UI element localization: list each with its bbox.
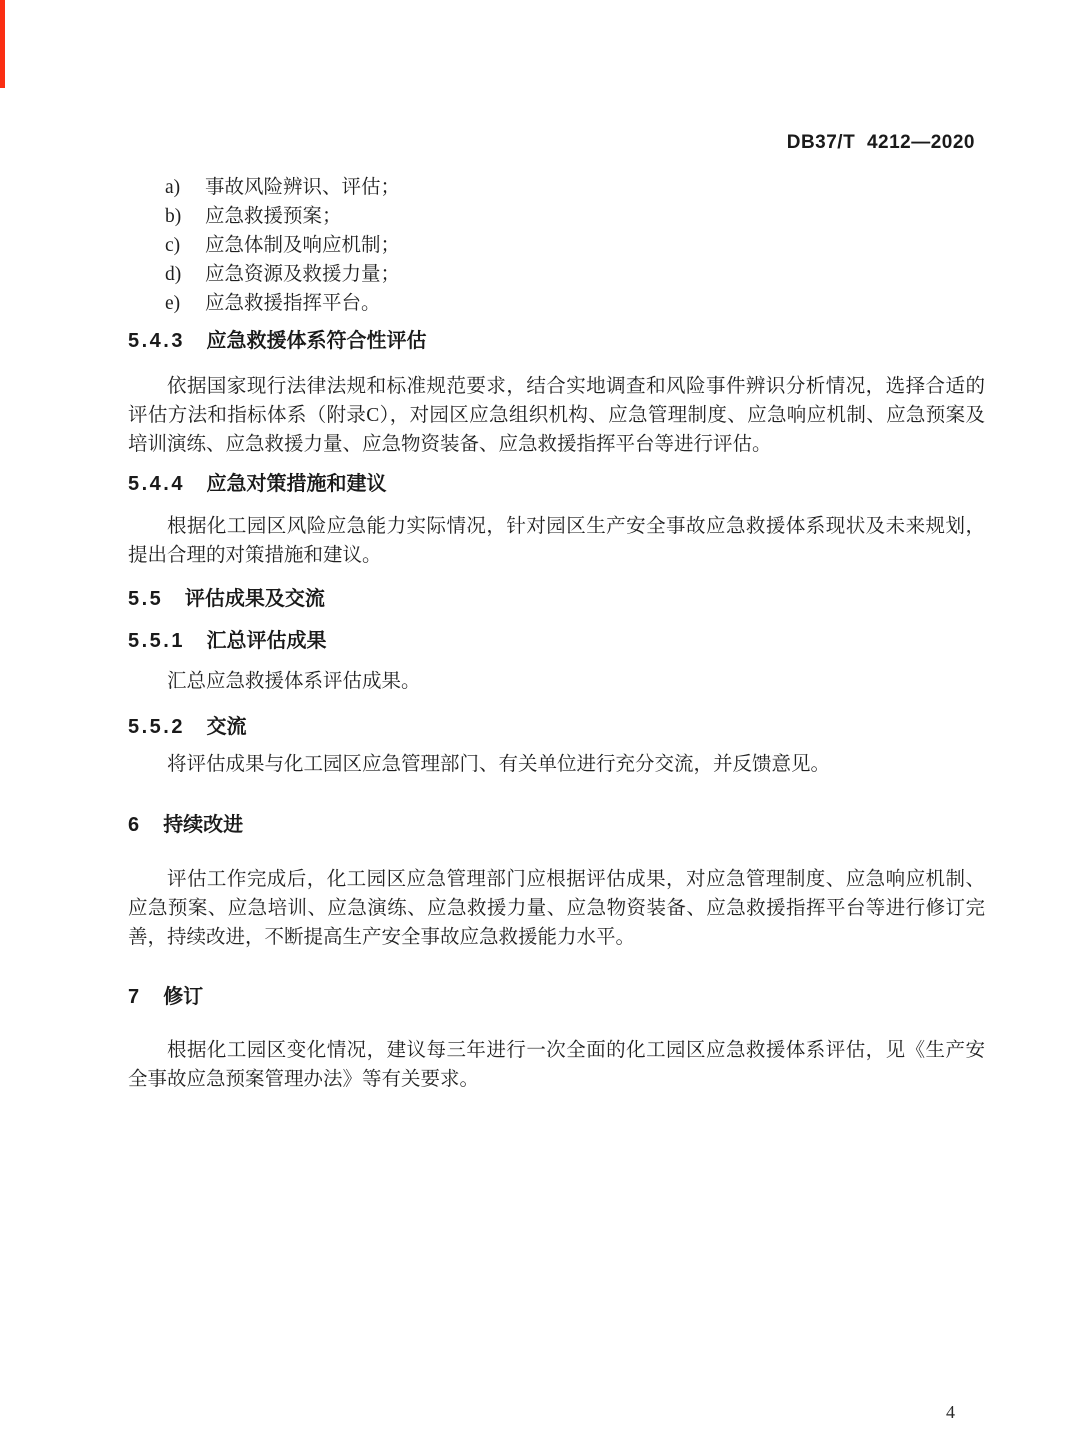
- page-number: 4: [946, 1402, 955, 1422]
- section-title: 汇总评估成果: [206, 630, 327, 652]
- section-paragraph: 根据化工园区风险应急能力实际情况，针对园区生产安全事故应急救援体系现状及未来规划，提出合理的对策措施和建议。: [128, 516, 985, 566]
- list-item-text: 应急救援预案；: [205, 206, 342, 227]
- section-title: 评估成果及交流: [184, 588, 325, 610]
- section-paragraph: 评估工作完成后，化工园区应急管理部门应根据评估成果，对应急管理制度、应急响应机制、应急预案、应急培训、应急演练、应急救援力量、应急物资装备、应急救援指挥平台等进行修订完善，持续改进，不断提高生产安全事故应急救援能力水平。: [128, 869, 985, 948]
- section-number: 7: [128, 986, 142, 1008]
- lettered-list: [128, 173, 985, 318]
- section-number: 5.5.2: [128, 716, 185, 738]
- left-edge-red-artifact: [0, 0, 5, 88]
- section-number: 5.4.3: [128, 330, 185, 352]
- section-heading-5-4-3: [128, 330, 985, 352]
- section-heading-5-4-4: [128, 473, 985, 495]
- list-item-text: 应急救援指挥平台。: [205, 293, 381, 314]
- section-title: 应急救援体系符合性评估: [206, 330, 427, 352]
- section-paragraph: 汇总应急救援体系评估成果。: [167, 671, 421, 692]
- list-item: [128, 289, 985, 318]
- section-paragraph: 根据化工园区变化情况，建议每三年进行一次全面的化工园区应急救援体系评估，见《生产安全事故应急预案管理办法》等有关要求。: [128, 1040, 985, 1090]
- list-item: [128, 260, 985, 289]
- list-item: [128, 173, 985, 202]
- section-number: 5.4.4: [128, 473, 185, 495]
- section-number: 5.5.1: [128, 630, 185, 652]
- section-heading-6: [128, 814, 985, 836]
- section-title: 交流: [206, 716, 247, 738]
- list-item-marker: b): [165, 206, 182, 227]
- list-item-marker: e): [165, 293, 181, 314]
- section-heading-7: [128, 986, 985, 1008]
- section-title: 应急对策措施和建议: [206, 473, 387, 495]
- list-item-marker: d): [165, 264, 182, 285]
- list-item-text: 应急体制及响应机制；: [205, 235, 401, 256]
- section-paragraph: 将评估成果与化工园区应急管理部门、有关单位进行充分交流，并反馈意见。: [167, 754, 831, 775]
- section-title: 持续改进: [163, 814, 244, 836]
- list-item: [128, 231, 985, 260]
- section-heading-5-5: [128, 588, 985, 610]
- list-item-text: 应急资源及救援力量；: [205, 264, 401, 285]
- section-title: 修订: [163, 986, 204, 1008]
- section-number: 6: [128, 814, 142, 836]
- section-heading-5-5-1: [128, 630, 985, 652]
- section-paragraph: 依据国家现行法律法规和标准规范要求，结合实地调查和风险事件辨识分析情况，选择合适的评估方法和指标体系（附录C），对园区应急组织机构、应急管理制度、应急响应机制、应急预案及培训演练、应急救援力量、应急物资装备、应急救援指挥平台等进行评估。: [128, 376, 985, 455]
- list-item-marker: a): [165, 177, 181, 198]
- standard-doc-number: DB37/T 4212—2020: [786, 132, 975, 153]
- list-item-text: 事故风险辨识、评估；: [205, 177, 401, 198]
- section-number: 5.5: [128, 588, 164, 610]
- list-item: [128, 202, 985, 231]
- list-item-marker: c): [165, 235, 181, 256]
- section-heading-5-5-2: [128, 716, 985, 738]
